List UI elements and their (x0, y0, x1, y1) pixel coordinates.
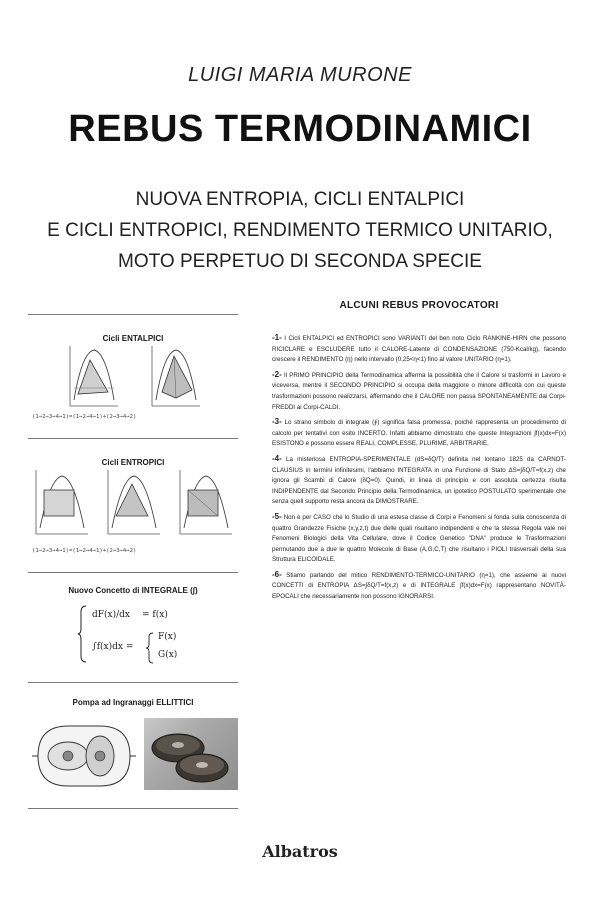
rebus-text: Stiamo parlando del mitico RENDIMENTO-TERMICO-UNITARIO (η=1), che assieme ai nuovi CONCETTI di ENTROPIA ΔS=∫δQ/T=f(x,z) e di INTEGRALE ∫f(x)dx=F(x) rappresentano NOVITÀ-EPOCALI che necessariamente non possono IGNORARSI. (272, 571, 566, 601)
entropic-diagram-2 (102, 468, 162, 536)
subtitle-line-1: NUOVA ENTROPIA, CICLI ENTALPICI (135, 189, 465, 210)
subtitle-line-2: E CICLI ENTROPICI, RENDIMENTO TERMICO UNITARIO, (47, 220, 553, 241)
rebus-item-4 (272, 454, 566, 508)
integral-lhs: ∫f(x)dx = (92, 642, 134, 652)
rebus-number: -3- (272, 417, 282, 427)
divider (28, 438, 238, 439)
derivative-lhs: dF(x)/dx (92, 610, 130, 620)
integral-title: Nuovo Concetto di INTEGRALE (∫) (68, 586, 198, 595)
rebus-heading: ALCUNI REBUS PROVOCATORI (339, 300, 499, 311)
book-title: REBUS TERMODINAMICI (68, 108, 532, 150)
integral-option-1: F(x) (158, 632, 177, 642)
rebus-text: Il PRIMO PRINCIPIO della Termodinamica afferma la possibilità che il Calore si trasformi in Lavoro e viceversa, mentre il SECONDO PRINCIPIO si occupa della maggiore o minore difficoltà con cui queste trasformazioni possono realizzarsi, affermando che il CALORE non passa SPONTANEAMENTE dai Corpi-FREDDI ai Corpi-CALDI. (272, 371, 566, 411)
left-illustrations (28, 314, 242, 814)
rebus-number: -1- (272, 333, 282, 342)
entropic-diagram-1 (30, 468, 90, 536)
rebus-number: -4- (272, 453, 282, 463)
right-brace-icon (146, 632, 154, 664)
rebus-text: Non è per CASO che lo Studio di una estesa classe di Corpi e Fenomeni si fonda sulla conoscenza di quattro Grandezze Fisiche (x,y,z,t) due delle quali risultano indipendenti e che la stessa Regola vale nei Fenomeni Biologici della Vita Cellulare, dove il Codice Genetico "DNA" produce le Trasformazioni permutando due a due le quattro Molecole di Base (A,G,C,T) che risultano i PIOLI trasversali della sua Struttura ELICOIDALE. (272, 513, 566, 564)
rebus-text: Lo strano simbolo di integrale (∮) significa falsa promessa, poiché rappresenta un procedimento di calcolo per tentativi con esito INCERTO. Infatti abbiamo dimostrato che queste Integrazioni ∫f(x)dx=F(x) ESISTONO e possono essere REALI, COMPLESSE, PLURIME, ARBITRARIE. (272, 419, 566, 448)
rebus-text: I Cicli ENTALPICI ed ENTROPICI sono VARIANTI del ben noto Ciclo RANKINE-HIRN che possono RICICLARE e ESCLUDERE tutto il CALORE-Latente di CONDENSAZIONE (750-Kcal/kg), facendo crescere il RENDIMENTO (η) nello intervallo (0,25<η<1) fino al valore UNITARIO (η=1). (272, 335, 566, 364)
elliptic-gears-icon (144, 718, 238, 790)
integral-equations (78, 604, 228, 668)
subtitle-line-3: MOTO PERPETUO DI SECONDA SPECIE (118, 251, 482, 272)
entropic-diagram-3 (174, 468, 234, 536)
divider (28, 314, 238, 315)
pump-title: Pompa ad Ingranaggi ELLITTICI (72, 698, 194, 707)
entropic-formula: (1→2→3→4→1)=(1→2→4→1)+(2→3→4→2) (32, 548, 137, 554)
rebus-item-6 (272, 570, 566, 603)
author-name: LUIGI MARIA MURONE (188, 64, 412, 86)
left-brace-icon (78, 604, 88, 664)
entropic-cycles-title: Cicli ENTROPICI (101, 458, 165, 467)
enthalpic-cycles-title: Cicli ENTALPICI (102, 334, 164, 343)
right-text-panel (272, 300, 566, 607)
divider (28, 682, 238, 683)
enthalpic-formula: (1→2→3→4→1)=(1→2→4→1)+(2→3→4→2) (32, 414, 137, 420)
enthalpic-diagram-2 (146, 344, 202, 408)
rebus-number: -2- (272, 369, 282, 379)
rebus-item-5 (272, 512, 566, 566)
divider (28, 808, 238, 809)
derivative-rhs: = f(x) (142, 610, 168, 620)
rebus-item-1 (272, 333, 566, 366)
publisher-logo: Albatros (262, 842, 338, 861)
divider (28, 572, 238, 573)
rebus-item-2 (272, 370, 566, 413)
rebus-item-3 (272, 417, 566, 450)
elliptic-gear-pump-diagram (32, 718, 136, 792)
gear-pump-photo (144, 718, 238, 790)
book-subtitle (0, 184, 600, 277)
integral-option-2: G(x) (158, 650, 178, 660)
enthalpic-diagram-1 (64, 344, 120, 408)
rebus-number: -5- (272, 511, 282, 521)
rebus-text: La misteriosa ENTROPIA-SPERIMENTALE (dS=δQ/T) definita nel lontano 1825 da CARNOT-CLAUSIUS in termini infinitesimi, l'abbiamo INTEGRATA in una Funzione di Stato ΔS=∫δQ/T=f(x,z) che ignora gli Scambi di Calore (δQ=0). Quindi, in linea di principio e con assoluta certezza risulta INDIPENDENTE dal Secondo Principio della Termodinamica, un ipotetico POSTULATO sperimentale che senza quell supporto resta ancora da DIMOSTRARE. (272, 455, 566, 506)
rebus-number: -6- (272, 569, 282, 579)
